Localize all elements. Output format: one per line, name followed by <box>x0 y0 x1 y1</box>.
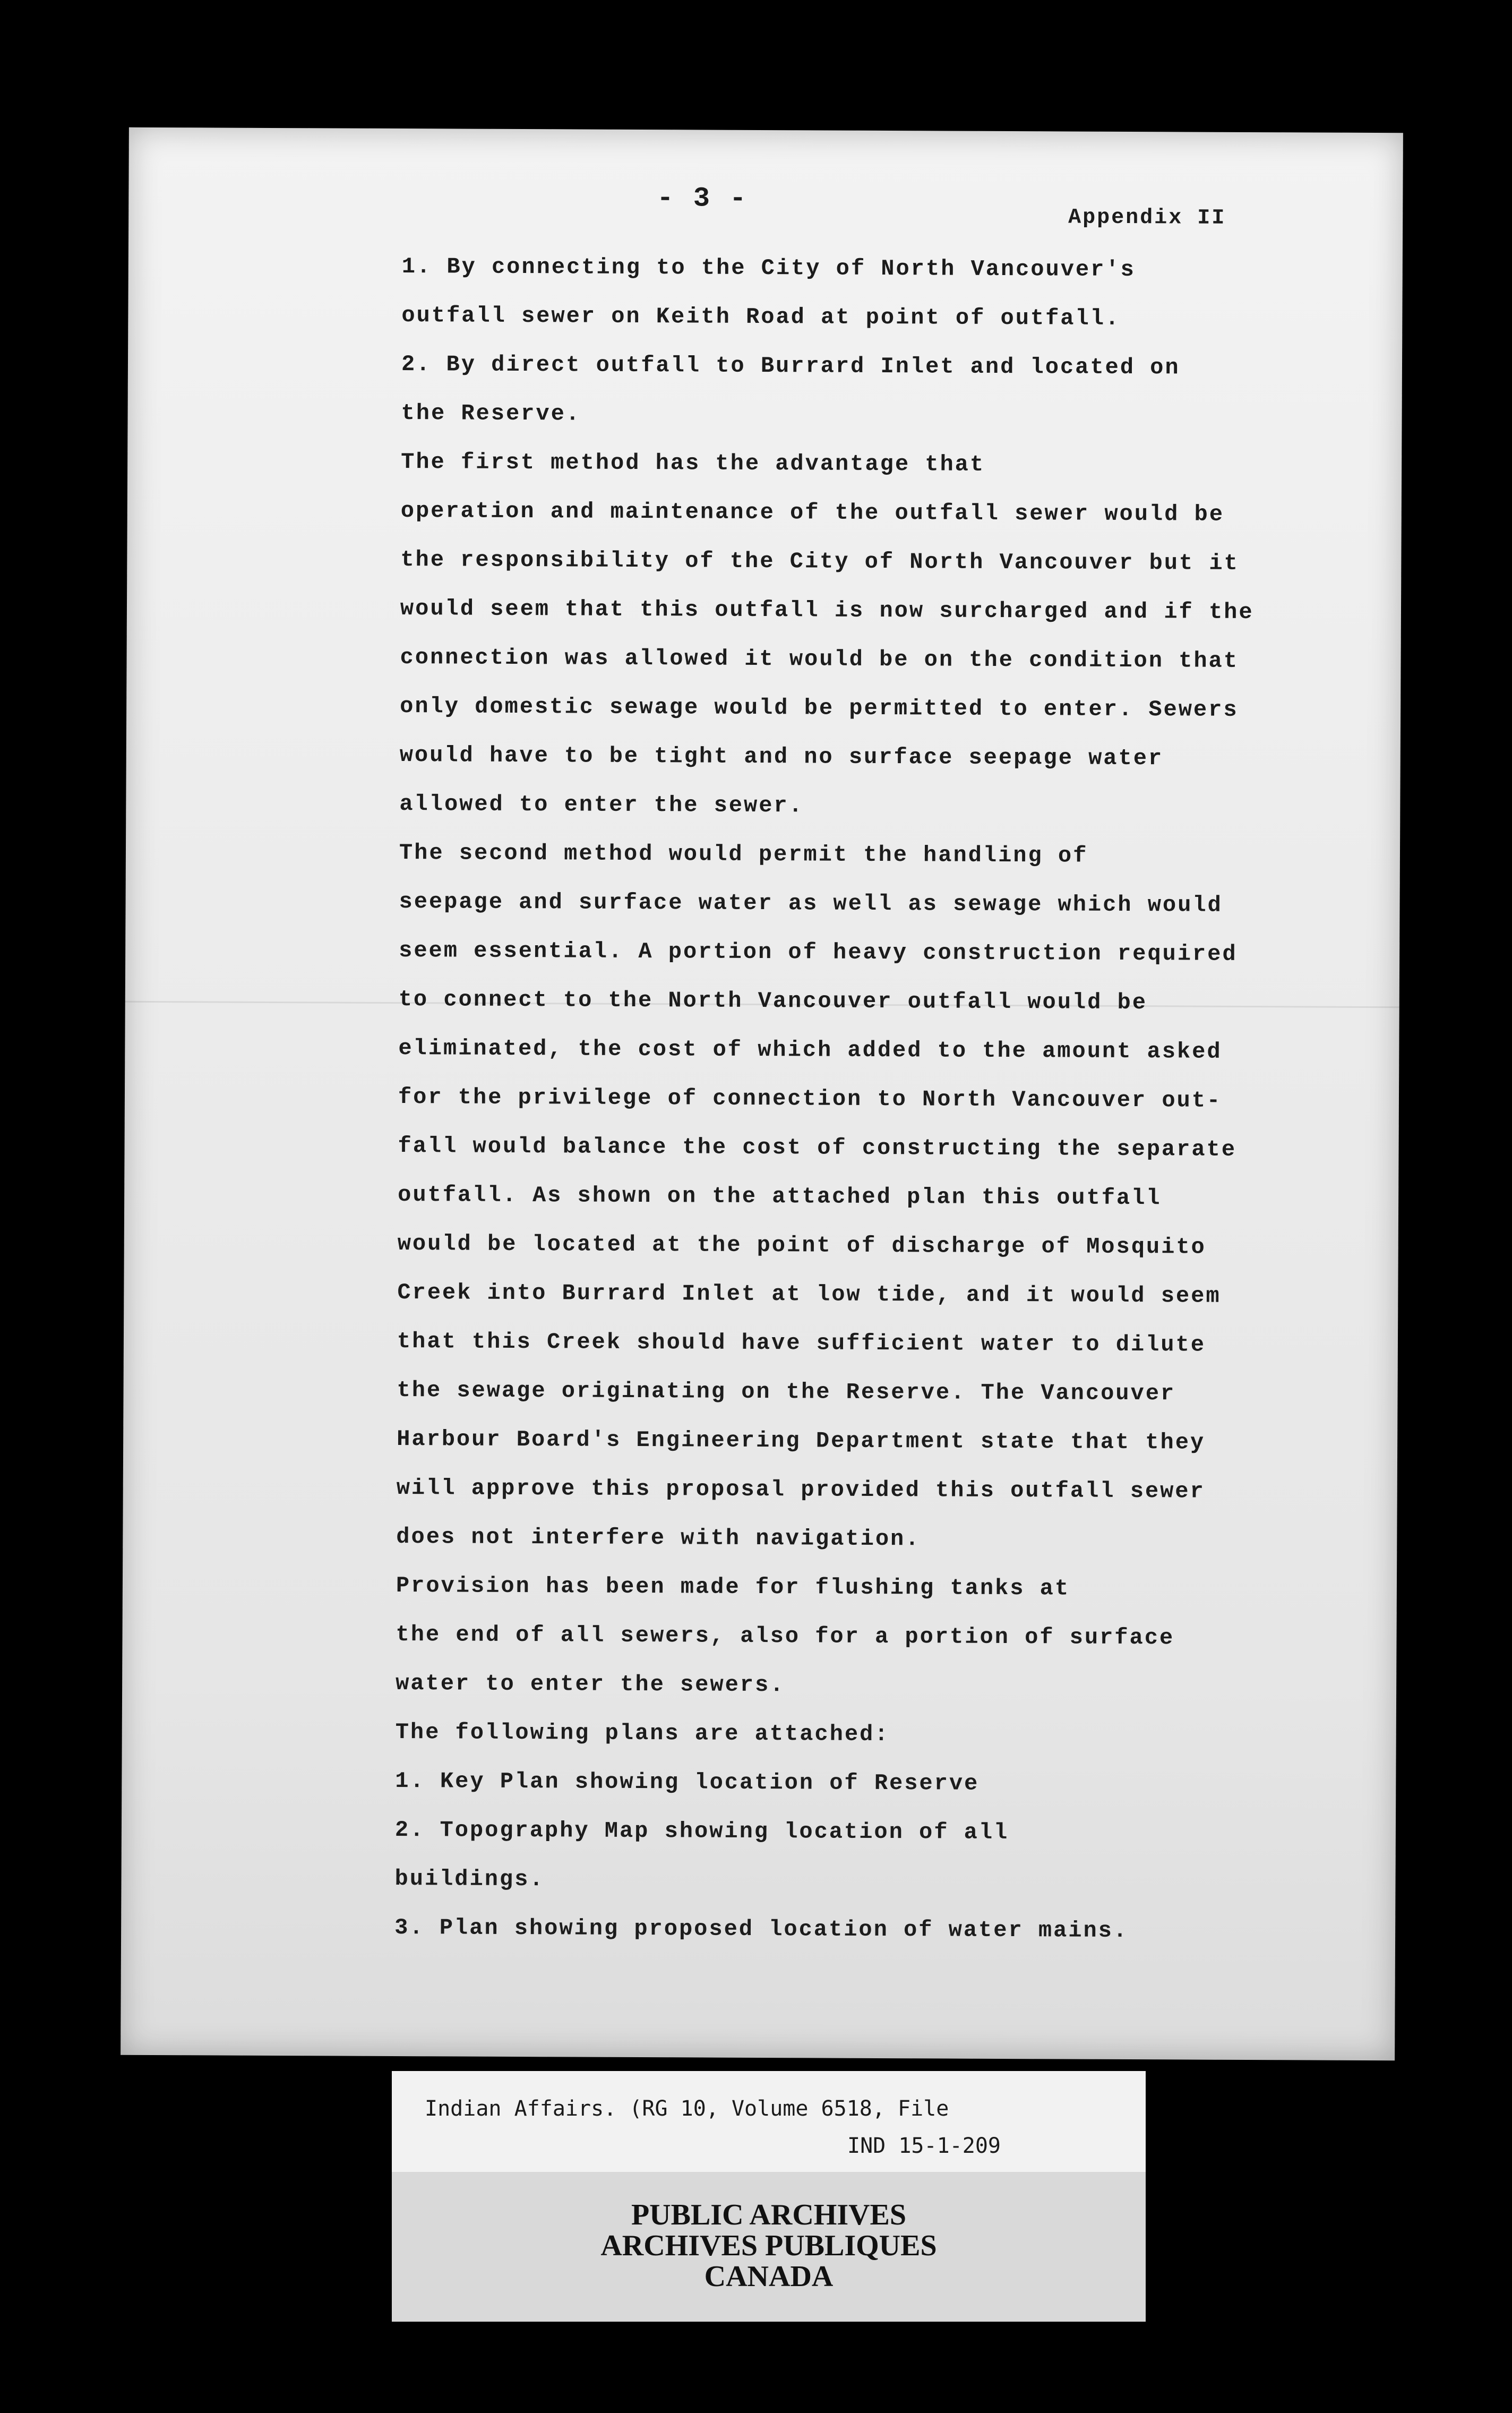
stamp-line-3: CANADA <box>704 2260 834 2293</box>
text-line: would seem that this outfall is now surcharged and if the <box>400 596 1254 626</box>
text-line: water to enter the sewers. <box>396 1671 785 1698</box>
text-line: buildings. <box>394 1866 545 1893</box>
text-line: Provision has been made for flushing tanks at <box>396 1573 1070 1602</box>
text-line: will approve this proposal provided this outfall sewer <box>396 1475 1205 1504</box>
typed-document-page <box>121 127 1403 2060</box>
text-line: 1. By connecting to the City of North Vancouver's <box>401 254 1136 283</box>
text-line: would have to be tight and no surface seepage water <box>399 742 1164 772</box>
text-line: 1. Key Plan showing location of Reserve <box>395 1768 980 1796</box>
text-line: only domestic sewage would be permitted to enter. Sewers <box>400 694 1239 723</box>
reference-line-2: IND 15-1-209 <box>847 2134 1001 2158</box>
text-line: operation and maintenance of the outfall sewer would be <box>400 498 1225 527</box>
text-line: outfall. As shown on the attached plan this outfall <box>398 1182 1162 1211</box>
text-line: to connect to the North Vancouver outfall would be <box>398 987 1148 1016</box>
archive-reference-card <box>392 2071 1146 2322</box>
text-line: that this Creek should have sufficient water to dilute <box>397 1329 1206 1358</box>
text-line: does not interfere with navigation. <box>396 1524 921 1552</box>
archives-stamp <box>392 2172 1146 2322</box>
text-line: the Reserve. <box>401 400 581 427</box>
text-line: seepage and surface water as well as sewage which would <box>399 889 1223 918</box>
text-line: for the privilege of connection to North Vancouver out- <box>398 1084 1222 1114</box>
page-number: - 3 - <box>657 183 748 215</box>
text-line: allowed to enter the sewer. <box>399 791 804 819</box>
text-line: connection was allowed it would be on the condition that <box>400 645 1239 674</box>
text-line: eliminated, the cost of which added to the amount asked <box>398 1036 1222 1065</box>
text-line: 2. Topography Map showing location of all <box>394 1817 1009 1846</box>
text-line: seem essential. A portion of heavy construction required <box>399 938 1238 967</box>
reference-label <box>392 2071 1146 2172</box>
stamp-line-1: PUBLIC ARCHIVES <box>631 2198 907 2231</box>
text-line: 2. By direct outfall to Burrard Inlet and located on <box>401 352 1180 381</box>
appendix-label: Appendix II <box>1068 206 1226 230</box>
text-line: The following plans are attached: <box>395 1719 890 1748</box>
text-line: fall would balance the cost of constructing the separate <box>398 1133 1237 1162</box>
text-line: The second method would permit the handling of <box>399 840 1088 869</box>
reference-line-1: Indian Affairs. (RG 10, Volume 6518, File <box>425 2097 949 2121</box>
text-line: Creek into Burrard Inlet at low tide, and it would seem <box>397 1280 1221 1309</box>
text-line: The first method has the advantage that <box>401 449 985 477</box>
text-line: would be located at the point of discharge of Mosquito <box>397 1231 1206 1260</box>
text-line: the sewage originating on the Reserve. The Vancouver <box>397 1377 1176 1407</box>
text-line: the end of all sewers, also for a portion of surface <box>396 1622 1175 1651</box>
text-line: Harbour Board's Engineering Department state that they <box>397 1426 1206 1456</box>
document-body <box>394 251 1411 1944</box>
text-line: the responsibility of the City of North Vancouver but it <box>400 547 1239 576</box>
stamp-line-2: ARCHIVES PUBLIQUES <box>600 2229 937 2262</box>
text-line: outfall sewer on Keith Road at point of outfall. <box>401 303 1121 331</box>
text-line: 3. Plan showing proposed location of water mains. <box>394 1914 1129 1944</box>
